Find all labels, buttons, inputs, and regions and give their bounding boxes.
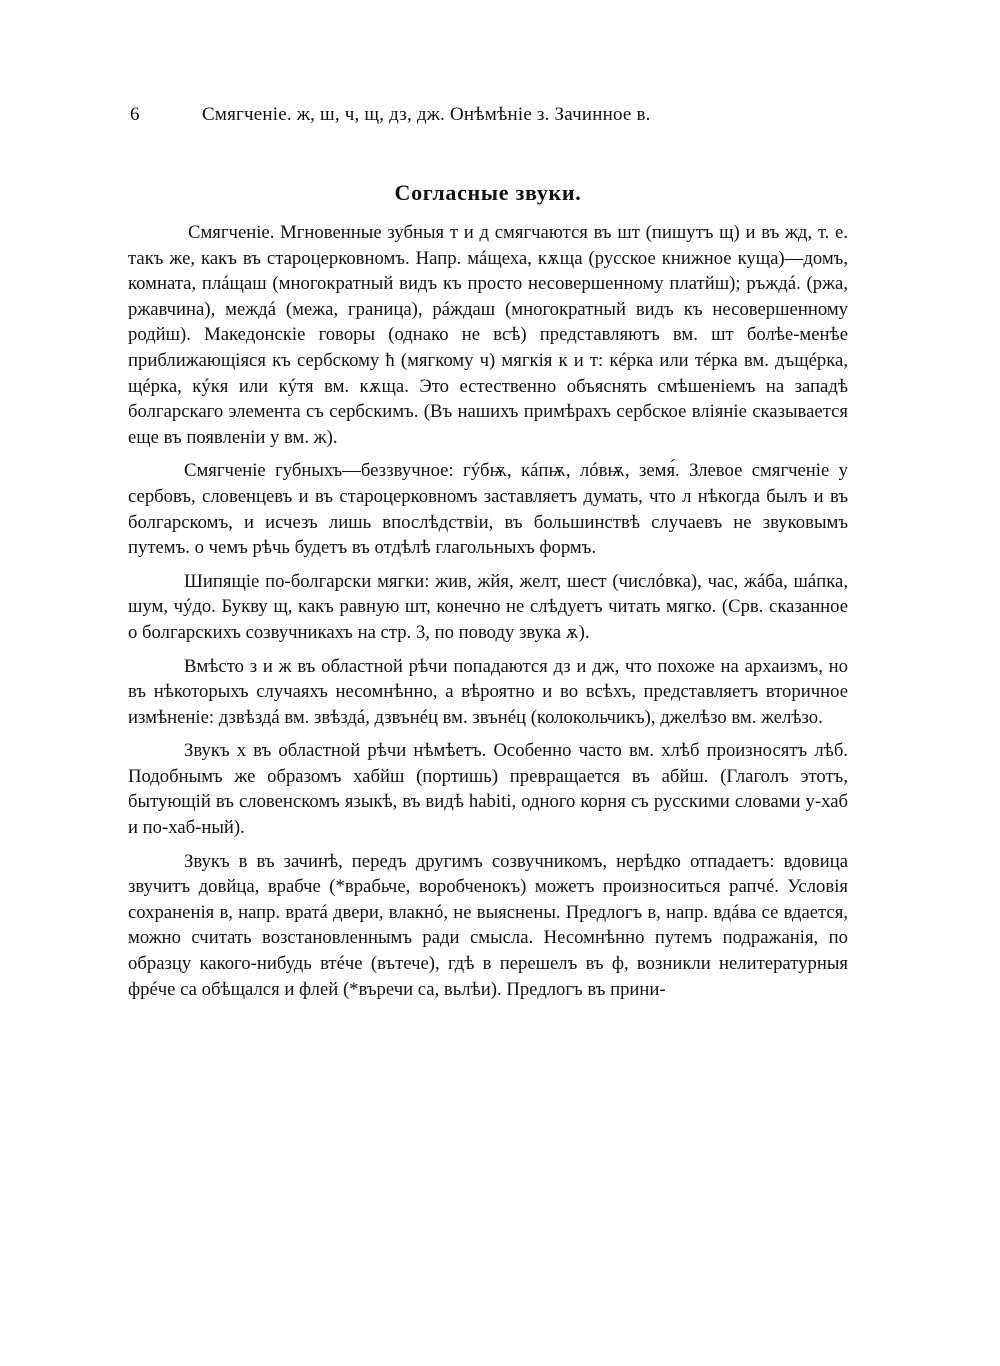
section-title: Согласные звуки. — [394, 180, 582, 205]
paragraph-labial-softening: Смягченіе губныхъ—беззвучное: гýбѭ, кáпѭ, лóвѭ, земя́. Злевое смягченіе у сербовъ, словенцевъ и въ староцерковномъ заставляетъ думать, что л нѣкогда былъ и въ болгарскомъ, и исчезъ лишь впослѣдствіи, въ большинствѣ случаевъ не звуковымъ путемъ. о чемъ рѣчь будетъ въ отдѣлѣ глагольныхъ формъ. — [128, 460, 848, 559]
page-number: 6 — [130, 104, 140, 125]
paragraph-sibilants: Шипящіе по-болгарски мягки: жив, жйя, желт, шест (числóвка), час, жáба, шáпка, шум, чýдо. Букву щ, какъ равную шт, конечно не слѣдуетъ читать мягко. (Срв. сказанное о болгарскихъ созвучникахъ на стр. 3, по поводу звука ѫ). — [128, 570, 848, 643]
running-head — [128, 100, 848, 130]
paragraph-affricates: Вмѣсто з и ж въ областной рѣчи попадаются дз и дж, что похоже на архаизмъ, но въ нѣкоторыхъ случаяхъ несомнѣнно, а вѣроятно и во всѣхъ, представляетъ вторичное измѣненіе: дзвѣздá вм. звѣздá, дзвънéц вм. звънéц (колокольчикъ), джелѣзо вм. желѣзо. — [128, 655, 848, 728]
running-head-text: Смягченіе. ж, ш, ч, щ, дз, дж. Онѣмѣніе з. Зачинное в. — [202, 104, 651, 125]
body-text — [128, 220, 848, 1010]
paragraph-x-sound: Звукъ х въ областной рѣчи нѣмѣетъ. Особенно часто вм. хлѣб произносятъ лѣб. Подобнымъ же образомъ хабйш (портишь) превращается въ абйш. (Глаголъ этотъ, бытующій въ словенскомъ языкѣ, въ видѣ habiti, одного корня съ русскими словами у-хаб и по-хаб-ный). — [128, 740, 848, 839]
paragraph-softening: Смягченіе. Мгновенные зубныя т и д смягчаются въ шт (пишутъ щ) и въ жд, т. е. такъ же, какъ въ староцерковномъ. Напр. мáщеха, кѫща (русское книжное куща)—домъ, комната, плáщаш (многократный видъ къ просто несовершенному платйш); ръждá. (ржа, ржавчина), междá (межа, граница), рáждаш (многократный видъ къ несовершенному родйш). Македонскіе говоры (однако не всѣ) представляютъ вм. шт болѣе-менѣе приближающіяся къ сербскому ћ (мягкому ч) мягкія к и т: кéрка или тéрка вм. дъщéрка, щéрка, кýкя или кýтя вм. кѫща. Это естественно объяснять смѣшеніемъ на западѣ болгарскаго элемента съ сербскимъ. (Въ нашихъ примѣрахъ сербское вліяніе сказывается еще въ появленіи у вм. ж). — [128, 222, 848, 448]
paragraph-initial-v: Звукъ в въ зачинѣ, передъ другимъ созвучникомъ, нерѣдко отпадаетъ: вдовица звучитъ довйца, врабче (*врабьче, воробченокъ) можетъ произноситься рапчé. Условія сохраненія в, напр. вратá двери, влакнó, не выяснены. Предлогъ в, напр. вдáва се вдается, можно считать возстановленнымъ ради смысла. Несомнѣнно путемъ подражанія, по образцу какого-нибудь втéче (вътече), гдѣ в перешелъ въ ф, возникли нелитературныя фрéче са обѣщался и флей (*въречи са, вьлѣи). Предлогъ въ прини- — [128, 850, 848, 1000]
